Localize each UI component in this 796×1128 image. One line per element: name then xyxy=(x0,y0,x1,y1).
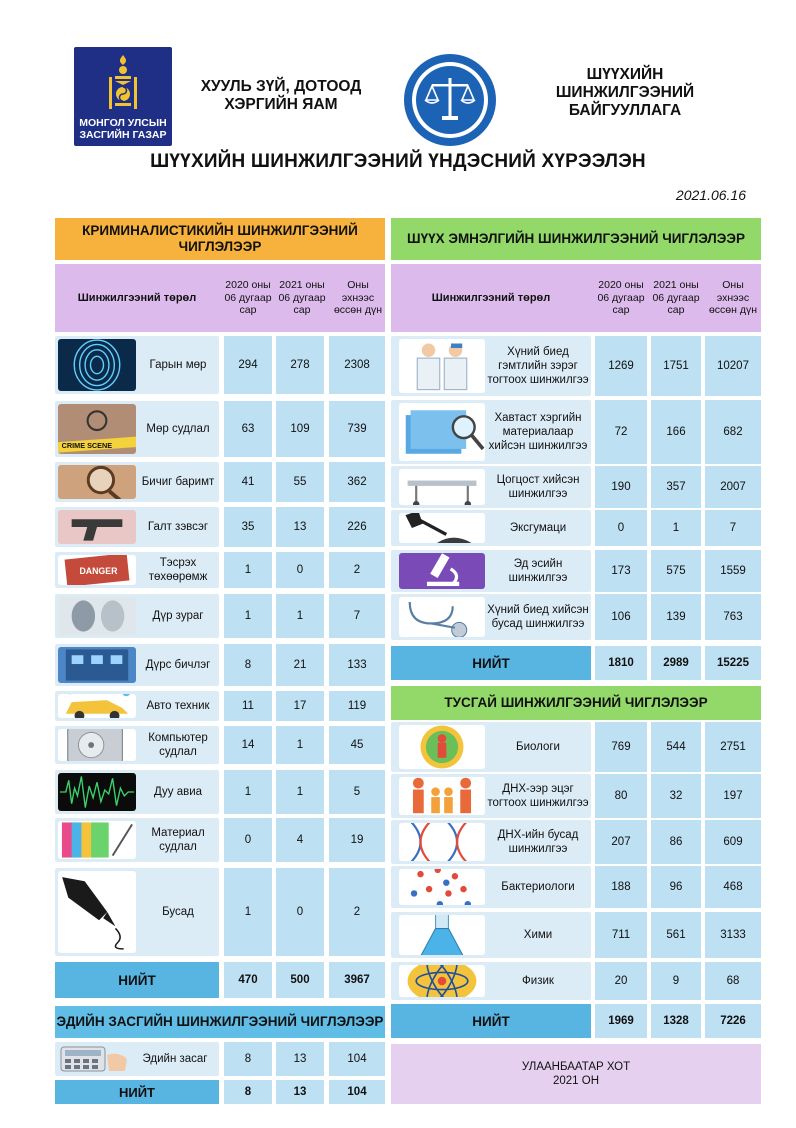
special-section-title: ТУСГАЙ ШИНЖИЛГЭЭНИЙ ЧИГЛЭЛЭЭР xyxy=(391,686,761,720)
medical-row xyxy=(391,550,591,592)
row-image xyxy=(58,597,136,635)
criminal-row xyxy=(55,770,219,814)
folder-magnifier-icon xyxy=(399,403,485,461)
bacteria-icon xyxy=(399,869,485,905)
criminal-row xyxy=(55,594,219,638)
special-cumulative: 468 xyxy=(705,866,761,908)
criminal-2020: 14 xyxy=(224,726,272,764)
dna-icon xyxy=(399,823,485,861)
criminal-row xyxy=(55,507,219,547)
atom-icon xyxy=(399,965,485,997)
criminal-row xyxy=(55,868,219,956)
medical-2021: 575 xyxy=(651,550,701,592)
medical-row-name: Эксгумаци xyxy=(509,522,567,534)
medical-total-2020: 1810 xyxy=(595,646,647,680)
row-image xyxy=(58,821,136,859)
criminal-total-2021: 500 xyxy=(276,962,324,998)
row-image xyxy=(399,339,485,393)
medical-row-name: Хүний биед хийсэн бусад шинжилгээ xyxy=(487,604,589,630)
special-2020: 769 xyxy=(595,722,647,772)
biology-icon xyxy=(399,725,485,769)
crime-scene-icon xyxy=(58,404,136,454)
medical-cumulative: 10207 xyxy=(705,336,761,396)
criminal-2021: 278 xyxy=(276,336,324,394)
criminal-2020: 35 xyxy=(224,507,272,547)
page-title: ШҮҮХИЙН ШИНЖИЛГЭЭНИЙ ҮНДЭСНИЙ ХҮРЭЭЛЭН xyxy=(150,151,646,172)
special-2021: 9 xyxy=(651,962,701,1000)
economic-total-2020: 8 xyxy=(224,1080,272,1104)
ministry-name: ХУУЛЬ ЗҮЙ, ДОТООД ХЭРГИЙН ЯАМ xyxy=(200,78,362,113)
criminal-cumulative: 739 xyxy=(329,401,385,457)
footer-city: УЛААНБААТАР ХОТ xyxy=(521,1061,631,1073)
fingerprint-icon xyxy=(58,339,136,391)
footer-year: 2021 ОН xyxy=(552,1075,600,1087)
medical-header-row xyxy=(391,264,761,332)
special-2021: 544 xyxy=(651,722,701,772)
criminal-2021: 1 xyxy=(276,770,324,814)
medical-2021: 139 xyxy=(651,594,701,640)
criminal-2021: 0 xyxy=(276,868,324,956)
special-row xyxy=(391,962,591,1000)
criminal-row xyxy=(55,401,219,457)
agency-name: ШҮҮХИЙН ШИНЖИЛГЭЭНИЙ БАЙГУУЛЛАГА xyxy=(555,66,695,119)
medical-row-name: Эд эсийн шинжилгээ xyxy=(508,558,568,584)
criminal-row-name: Гарын мөр xyxy=(149,359,207,371)
criminal-cumulative: 5 xyxy=(329,770,385,814)
flask-icon xyxy=(399,915,485,955)
criminal-2021: 0 xyxy=(276,552,324,588)
criminal-row-name: Дүр зураг xyxy=(152,610,204,622)
economic-2020: 8 xyxy=(224,1042,272,1076)
special-total-2021: 1328 xyxy=(651,1004,701,1038)
special-row-name: Хими xyxy=(523,929,553,941)
face-sketch-icon xyxy=(58,597,136,635)
special-cumulative: 609 xyxy=(705,820,761,864)
economic-section-title: ЭДИЙН ЗАСГИЙН ШИНЖИЛГЭЭНИЙ ЧИГЛЭЛЭЭР xyxy=(55,1006,385,1038)
special-2020: 711 xyxy=(595,912,647,958)
stethoscope-icon xyxy=(399,597,485,637)
row-image xyxy=(58,339,136,391)
criminal-row-name: Авто техник xyxy=(146,700,210,712)
criminal-2020: 0 xyxy=(224,818,272,862)
family-icon xyxy=(399,777,485,815)
economic-total-label: НИЙТ xyxy=(55,1080,219,1104)
col-2021-header: 2021 оны 06 дугаар сар xyxy=(652,279,700,317)
special-row xyxy=(391,866,591,908)
col-type-header: Шинжилгээний төрөл xyxy=(431,291,551,304)
medical-cumulative: 763 xyxy=(705,594,761,640)
criminal-row xyxy=(55,691,219,721)
video-icon xyxy=(58,647,136,683)
medical-2020: 72 xyxy=(595,400,647,464)
special-2020: 80 xyxy=(595,774,647,818)
criminal-2021: 4 xyxy=(276,818,324,862)
footer-box xyxy=(391,1044,761,1104)
criminal-cumulative: 19 xyxy=(329,818,385,862)
row-image xyxy=(399,823,485,861)
medical-cumulative: 1559 xyxy=(705,550,761,592)
special-cumulative: 197 xyxy=(705,774,761,818)
criminal-row xyxy=(55,644,219,686)
medical-cumulative: 7 xyxy=(705,510,761,546)
special-row-name: Биологи xyxy=(516,741,560,753)
criminal-2020: 63 xyxy=(224,401,272,457)
special-cumulative: 3133 xyxy=(705,912,761,958)
medical-2020: 173 xyxy=(595,550,647,592)
medical-total-2021: 2989 xyxy=(651,646,701,680)
medical-row xyxy=(391,336,591,396)
special-row xyxy=(391,774,591,818)
row-image xyxy=(399,513,485,543)
criminal-row-name: Дуу авиа xyxy=(153,786,203,798)
criminal-header-row xyxy=(55,264,385,332)
row-image xyxy=(58,555,136,585)
sound-wave-icon xyxy=(58,773,136,811)
criminal-row-name: Тэсрэх төхөөрөмж xyxy=(148,557,208,583)
row-image xyxy=(58,404,136,454)
economic-total-2021: 13 xyxy=(276,1080,324,1104)
criminal-row-name: Бичиг баримт xyxy=(141,476,215,488)
medical-cumulative: 2007 xyxy=(705,466,761,508)
medical-2020: 1269 xyxy=(595,336,647,396)
danger-explosive-icon xyxy=(58,555,136,585)
criminal-total-2020: 470 xyxy=(224,962,272,998)
medical-total-label: НИЙТ xyxy=(391,646,591,680)
criminal-row-name: Галт зэвсэг xyxy=(147,521,209,533)
svg-text:DANGER: DANGER xyxy=(79,565,118,576)
criminal-2021: 1 xyxy=(276,726,324,764)
criminal-cumulative: 362 xyxy=(329,462,385,502)
row-image xyxy=(399,869,485,905)
col-2020-header: 2020 оны 06 дугаар сар xyxy=(224,279,272,317)
special-2020: 188 xyxy=(595,866,647,908)
medical-2021: 166 xyxy=(651,400,701,464)
medical-row-name: Хавтаст хэргийн материалаар хийсэн шинжилгээ xyxy=(488,412,588,452)
row-image xyxy=(399,469,485,505)
criminal-row xyxy=(55,726,219,764)
medical-row-name: Хүний биед гэмтлийн зэрэг тогтоох шинжилгээ xyxy=(487,346,589,386)
row-image xyxy=(399,597,485,637)
special-2021: 86 xyxy=(651,820,701,864)
medical-total-cumulative: 15225 xyxy=(705,646,761,680)
medical-row xyxy=(391,400,591,464)
special-2020: 207 xyxy=(595,820,647,864)
row-image xyxy=(399,553,485,589)
criminal-cumulative: 2 xyxy=(329,552,385,588)
row-image xyxy=(399,725,485,769)
criminal-2021: 55 xyxy=(276,462,324,502)
criminal-row-name: Материал судлал xyxy=(151,827,205,853)
special-cumulative: 68 xyxy=(705,962,761,1000)
special-2020: 20 xyxy=(595,962,647,1000)
hard-drive-icon xyxy=(58,729,136,761)
special-row-name: Бактериологи xyxy=(501,881,575,893)
row-image xyxy=(399,965,485,997)
doctors-icon xyxy=(399,339,485,393)
medical-row-name: Цогцост хийсэн шинжилгээ xyxy=(496,474,580,500)
special-row xyxy=(391,820,591,864)
criminal-row-name: Дүрс бичлэг xyxy=(145,659,211,671)
criminal-row-name: Компьютер судлал xyxy=(148,732,208,758)
economic-row xyxy=(55,1042,219,1076)
special-total-cumulative: 7226 xyxy=(705,1004,761,1038)
special-2021: 32 xyxy=(651,774,701,818)
institute-seal-icon xyxy=(402,52,498,148)
svg-text:CRIME SCENE: CRIME SCENE xyxy=(61,440,113,450)
report-date: 2021.06.16 xyxy=(675,187,746,203)
row-image xyxy=(399,403,485,461)
criminal-2021: 21 xyxy=(276,644,324,686)
medical-row xyxy=(391,510,591,546)
row-image xyxy=(399,777,485,815)
criminal-section-title: КРИМИНАЛИСТИКИЙН ШИНЖИЛГЭЭНИЙ ЧИГЛЭЛЭЭР xyxy=(55,218,385,260)
car-icon xyxy=(58,694,136,718)
medical-2020: 0 xyxy=(595,510,647,546)
row-image xyxy=(58,729,136,761)
criminal-2021: 17 xyxy=(276,691,324,721)
special-row xyxy=(391,912,591,958)
microscope-icon xyxy=(399,553,485,589)
row-image xyxy=(58,647,136,683)
materials-icon xyxy=(58,821,136,859)
medical-2020: 106 xyxy=(595,594,647,640)
criminal-2020: 1 xyxy=(224,594,272,638)
special-total-2020: 1969 xyxy=(595,1004,647,1038)
special-row xyxy=(391,722,591,772)
criminal-row xyxy=(55,462,219,502)
criminal-2020: 11 xyxy=(224,691,272,721)
criminal-total-label: НИЙТ xyxy=(55,962,219,998)
criminal-2021: 1 xyxy=(276,594,324,638)
criminal-2021: 109 xyxy=(276,401,324,457)
economic-row-name: Эдийн засаг xyxy=(142,1053,208,1065)
shovel-icon xyxy=(399,513,485,543)
government-logo xyxy=(74,47,172,146)
special-row-name: Физик xyxy=(522,975,554,987)
special-row-name: ДНХ-ийн бусад шинжилгээ xyxy=(497,829,579,855)
calculator-icon xyxy=(59,1045,129,1073)
criminal-row-name: Мөр судлал xyxy=(146,423,210,435)
criminal-2020: 294 xyxy=(224,336,272,394)
criminal-cumulative: 119 xyxy=(329,691,385,721)
medical-2020: 190 xyxy=(595,466,647,508)
criminal-cumulative: 133 xyxy=(329,644,385,686)
stretcher-icon xyxy=(399,469,485,505)
criminal-row-name: Бусад xyxy=(162,906,194,918)
criminal-cumulative: 2308 xyxy=(329,336,385,394)
economic-2021: 13 xyxy=(276,1042,324,1076)
criminal-2021: 13 xyxy=(276,507,324,547)
row-image xyxy=(58,694,136,718)
economic-total-cumulative: 104 xyxy=(329,1080,385,1104)
economic-cumulative: 104 xyxy=(329,1042,385,1076)
row-image xyxy=(58,871,136,953)
special-2021: 96 xyxy=(651,866,701,908)
special-row-name: ДНХ-ээр эцэг тогтоох шинжилгээ xyxy=(487,783,589,809)
medical-2021: 357 xyxy=(651,466,701,508)
col-2021-header: 2021 оны 06 дугаар сар xyxy=(278,279,326,317)
medical-cumulative: 682 xyxy=(705,400,761,464)
criminal-row xyxy=(55,336,219,394)
criminal-2020: 1 xyxy=(224,770,272,814)
row-image xyxy=(399,915,485,955)
soyombo-icon xyxy=(106,53,140,111)
col-type-header: Шинжилгээний төрөл xyxy=(77,291,197,304)
criminal-2020: 1 xyxy=(224,868,272,956)
col-2020-header: 2020 оны 06 дугаар сар xyxy=(597,279,645,317)
row-image xyxy=(58,510,136,544)
medical-section-title: ШҮҮХ ЭМНЭЛГИЙН ШИНЖИЛГЭЭНИЙ ЧИГЛЭЛЭЭР xyxy=(391,218,761,260)
criminal-total-cumulative: 3967 xyxy=(329,962,385,998)
medical-2021: 1 xyxy=(651,510,701,546)
special-2021: 561 xyxy=(651,912,701,958)
col-cumulative-header: Оны эхнээс өссөн дүн xyxy=(333,279,383,317)
row-image xyxy=(58,465,136,499)
medical-2021: 1751 xyxy=(651,336,701,396)
medical-row xyxy=(391,466,591,508)
special-total-label: НИЙТ xyxy=(391,1004,591,1038)
criminal-row xyxy=(55,818,219,862)
row-image xyxy=(58,773,136,811)
col-cumulative-header: Оны эхнээс өссөн дүн xyxy=(708,279,758,317)
gov-logo-text: МОНГОЛ УЛСЫН ЗАСГИЙН ГАЗАР xyxy=(79,117,167,141)
criminal-cumulative: 2 xyxy=(329,868,385,956)
pen-icon xyxy=(58,871,136,953)
criminal-2020: 1 xyxy=(224,552,272,588)
criminal-row xyxy=(55,552,219,588)
medical-row xyxy=(391,594,591,640)
criminal-2020: 41 xyxy=(224,462,272,502)
criminal-cumulative: 45 xyxy=(329,726,385,764)
special-cumulative: 2751 xyxy=(705,722,761,772)
document-magnifier-icon xyxy=(58,465,136,499)
criminal-cumulative: 7 xyxy=(329,594,385,638)
criminal-cumulative: 226 xyxy=(329,507,385,547)
pistol-icon xyxy=(58,510,136,544)
criminal-2020: 8 xyxy=(224,644,272,686)
